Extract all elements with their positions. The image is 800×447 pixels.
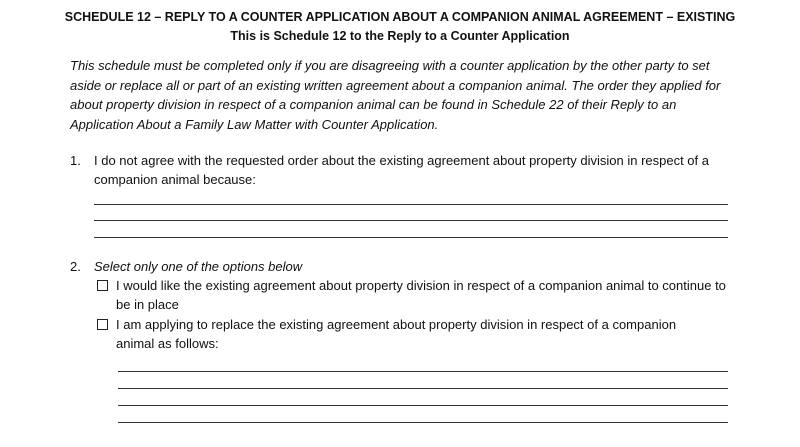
section-2-answer-line-1[interactable]: [118, 371, 728, 372]
option-continue-agreement-label: I would like the existing agreement about property division in respect of a companion animal to continue to be in place: [116, 278, 726, 312]
section-1-number: 1.: [70, 153, 81, 168]
option-replace-agreement-checkbox[interactable]: [97, 319, 108, 330]
intro-paragraph: This schedule must be completed only if you are disagreeing with a counter application by the other party to set aside or replace all or part of an existing written agreement about a companion animal. The order they applied for about property division in respect of a companion animal can be found in Schedule 22 of their Reply to an Application About a Family Law Matter with Counter Application.: [70, 58, 721, 132]
section-2-answer-line-4[interactable]: [118, 422, 728, 423]
section-1-answer-line-1[interactable]: [94, 204, 728, 205]
section-1-answer-line-3[interactable]: [94, 237, 728, 238]
option-replace-agreement-label: I am applying to replace the existing agreement about property division in respect of a companion animal as follows:: [116, 317, 677, 351]
section-2-instruction: Select only one of the options below: [94, 259, 303, 274]
schedule-subtitle: This is Schedule 12 to the Reply to a Counter Application: [230, 29, 570, 43]
section-1-text: I do not agree with the requested order about the existing agreement about property division in respect of a companion animal because:: [94, 153, 709, 187]
section-1-answer-line-2[interactable]: [94, 220, 728, 221]
option-continue-agreement-checkbox[interactable]: [97, 280, 108, 291]
schedule-title: SCHEDULE 12 – REPLY TO A COUNTER APPLICATION ABOUT A COMPANION ANIMAL AGREEMENT – EXISTING: [64, 10, 736, 24]
section-2-number: 2.: [70, 259, 81, 274]
section-2-answer-line-2[interactable]: [118, 388, 728, 389]
section-2-answer-line-3[interactable]: [118, 405, 728, 406]
